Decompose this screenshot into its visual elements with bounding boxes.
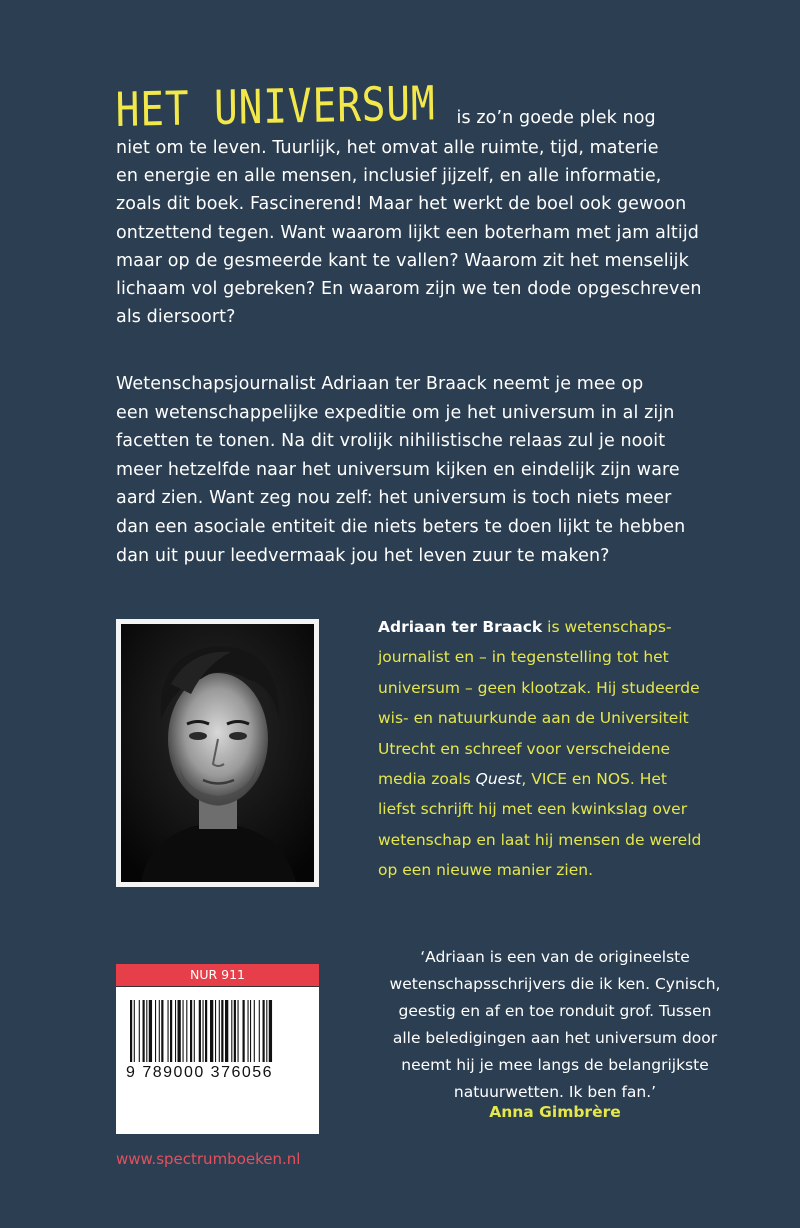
bio-line: liefst schrijft hij met een kwinkslag over [378, 800, 688, 819]
author-portrait-illustration [121, 624, 314, 882]
bio-line: Utrecht en schreef voor verscheidene [378, 739, 671, 758]
quote-author: Anna Gimbrère [489, 1103, 621, 1121]
description-line: een wetenschappelijke expeditie om je het universum in al zijn [116, 402, 675, 423]
description-line: Wetenschapsjournalist Adriaan ter Braack neemt je mee op [116, 374, 644, 394]
bio-line: , VICE en NOS. Het [521, 770, 667, 789]
magazine-quest: Quest [475, 770, 522, 789]
intro-line: niet om te leven. Tuurlijk, het omvat alle ruimte, tijd, materie [116, 138, 659, 158]
intro-line: ontzettend tegen. Want waarom lijkt een boterham met jam altijd [116, 222, 699, 243]
bio-line: is wetenschaps- [542, 618, 672, 636]
description-line: dan een asociale entiteit die niets beters te doen lijkt te hebben [116, 516, 686, 537]
bio-line: journalist en – in tegenstelling tot het [378, 648, 669, 667]
bio-line: wetenschap en laat hij mensen de wereld [378, 830, 702, 849]
intro-line: maar op de gesmeerde kant te vallen? Waarom zit het menselijk [116, 250, 689, 271]
endorsement-quote [376, 944, 734, 1106]
quote-line: wetenschapsschrijvers die ik ken. Cynisch, [389, 975, 721, 993]
intro-line: als diersoort? [116, 307, 236, 328]
intro-paragraph [115, 76, 706, 331]
barcode-label [116, 964, 319, 1134]
author-name: Adriaan ter Braack [378, 618, 543, 636]
intro-line: zoals dit boek. Fascinerend! Maar het werkt de boel ook gewoon [116, 194, 687, 215]
author-bio [378, 612, 738, 886]
description-line: facetten te tonen. Na dit vrolijk nihilistische relaas zul je nooit [116, 431, 666, 452]
intro-line: lichaam vol gebreken? En waarom zijn we ten dode opgeschreven [116, 279, 702, 300]
bio-line: media zoals [378, 770, 476, 789]
nur-code: NUR 911 [116, 964, 319, 987]
book-title: HET UNIVERSUM [115, 76, 436, 138]
intro-line: en energie en alle mensen, inclusief jijzelf, en alle informatie, [116, 166, 662, 187]
intro-line: is zo’n goede plek nog [456, 108, 656, 128]
quote-line: alle beledigingen aan het universum door [392, 1029, 718, 1047]
barcode-icon [126, 1000, 311, 1062]
quote-line: geestig en af en toe ronduit grof. Tussen [398, 1002, 712, 1020]
bio-line: universum – geen klootzak. Hij studeerde [378, 678, 700, 697]
description-line: aard zien. Want zeg nou zelf: het universum is toch niets meer [116, 488, 672, 509]
description-line: meer hetzelfde naar het universum kijken en eindelijk zijn ware [116, 459, 680, 480]
description-line: dan uit puur leedvermaak jou het leven zuur te maken? [116, 545, 610, 566]
quote-line: natuurwetten. Ik ben fan.’ [453, 1083, 657, 1101]
bio-line: op een nieuwe manier zien. [378, 861, 593, 880]
publisher-website[interactable]: www.spectrumboeken.nl [116, 1150, 301, 1168]
description-paragraph [116, 370, 716, 570]
author-photo-frame [116, 619, 319, 887]
quote-line: neemt hij je mee langs de belangrijkste [401, 1056, 709, 1074]
bio-line: wis- en natuurkunde aan de Universiteit [378, 709, 689, 728]
author-photo [121, 624, 314, 882]
isbn-number: 9 789000 376056 [126, 1064, 274, 1081]
quote-line: ‘Adriaan is een van de origineelste [420, 948, 690, 966]
